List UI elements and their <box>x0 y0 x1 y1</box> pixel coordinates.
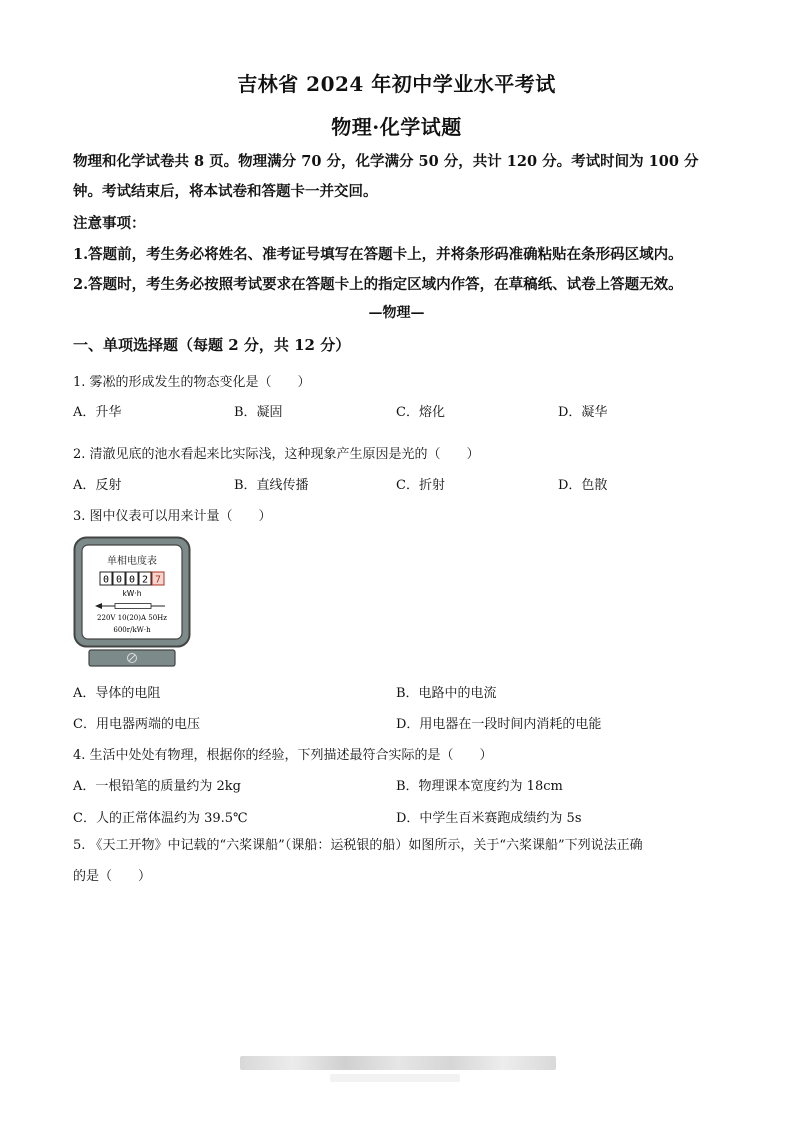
footer-watermark <box>240 1056 556 1070</box>
meter-unit: kW·h <box>122 589 142 598</box>
exam-intro <box>73 147 733 207</box>
q1-option-b: B．凝固 <box>234 405 283 420</box>
exam-subtitle: 物理·化学试题 <box>331 115 462 139</box>
q4-option-c: C．人的正常体温约为 39.5℃ <box>73 811 248 826</box>
q2-option-b: B．直线传播 <box>234 478 309 493</box>
question-2: 2. 清澈见底的池水看起来比实际浅，这种现象产生原因是光的（ ） <box>73 447 480 462</box>
meter-title: 单相电度表 <box>107 556 157 567</box>
q3-option-b: B．电路中的电流 <box>396 686 497 701</box>
meter-digit-2: 0 <box>115 574 123 586</box>
q3-option-c: C．用电器两端的电压 <box>73 717 200 732</box>
note-item-2: 2.答题时，考生务必按照考试要求在答题卡上的指定区域内作答，在草稿纸、试卷上答题无效。 <box>73 276 683 293</box>
q4-option-d: D．中学生百米赛跑成绩约为 5s <box>396 811 582 826</box>
meter-rating: 220V 10(20)A 50Hz <box>97 614 167 622</box>
q2-option-d: D．色散 <box>558 478 608 493</box>
q4-option-b: B．物理课本宽度约为 18cm <box>396 779 563 794</box>
electric-meter-figure <box>73 536 191 668</box>
footer-watermark-sub <box>330 1074 460 1082</box>
meter-digit-5: 7 <box>154 574 162 586</box>
question-5 <box>73 830 723 892</box>
subject-label: —物理— <box>368 305 425 321</box>
q3-option-d: D．用电器在一段时间内消耗的电能 <box>396 717 602 732</box>
question-5-line-2: 的是（ ） <box>73 869 152 884</box>
question-4: 4. 生活中处处有物理，根据你的经验，下列描述最符合实际的是（ ） <box>73 748 493 763</box>
meter-digit-1: 0 <box>102 574 110 586</box>
exam-title: 吉林省 2024 年初中学业水平考试 <box>237 72 556 96</box>
meter-digit-4: 2 <box>141 574 149 586</box>
question-1: 1. 雾凇的形成发生的物态变化是（ ） <box>73 375 311 390</box>
q1-option-d: D．凝华 <box>558 405 608 420</box>
notes-heading: 注意事项： <box>73 215 146 232</box>
question-3: 3. 图中仪表可以用来计量（ ） <box>73 509 272 524</box>
intro-line-1: 物理和化学试卷共 8 页。物理满分 70 分，化学满分 50 分，共计 120 分。考试时间为 100 分 <box>73 153 699 170</box>
question-5-line-1: 5. 《天工开物》中记载的“六桨课船”（课船：运税银的船）如图所示，关于“六桨课船”下列说法正确 <box>73 838 643 853</box>
section-heading: 一、单项选择题（每题 2 分，共 12 分） <box>73 336 351 354</box>
q4-option-a: A．一根铅笔的质量约为 2kg <box>73 779 241 794</box>
note-item-1: 1.答题前，考生务必将姓名、准考证号填写在答题卡上，并将条形码准确粘贴在条形码区域内。 <box>73 246 683 263</box>
meter-digit-3: 0 <box>128 574 136 586</box>
q2-option-a: A．反射 <box>73 478 122 493</box>
meter-digit-row <box>100 572 164 586</box>
q1-option-a: A．升华 <box>73 405 122 420</box>
meter-constant: 600r/kW·h <box>113 626 151 634</box>
q3-option-a: A．导体的电阻 <box>73 686 161 701</box>
q1-option-c: C．熔化 <box>396 405 445 420</box>
intro-line-2: 钟。考试结束后，将本试卷和答题卡一并交回。 <box>73 183 378 200</box>
q2-option-c: C．折射 <box>396 478 445 493</box>
